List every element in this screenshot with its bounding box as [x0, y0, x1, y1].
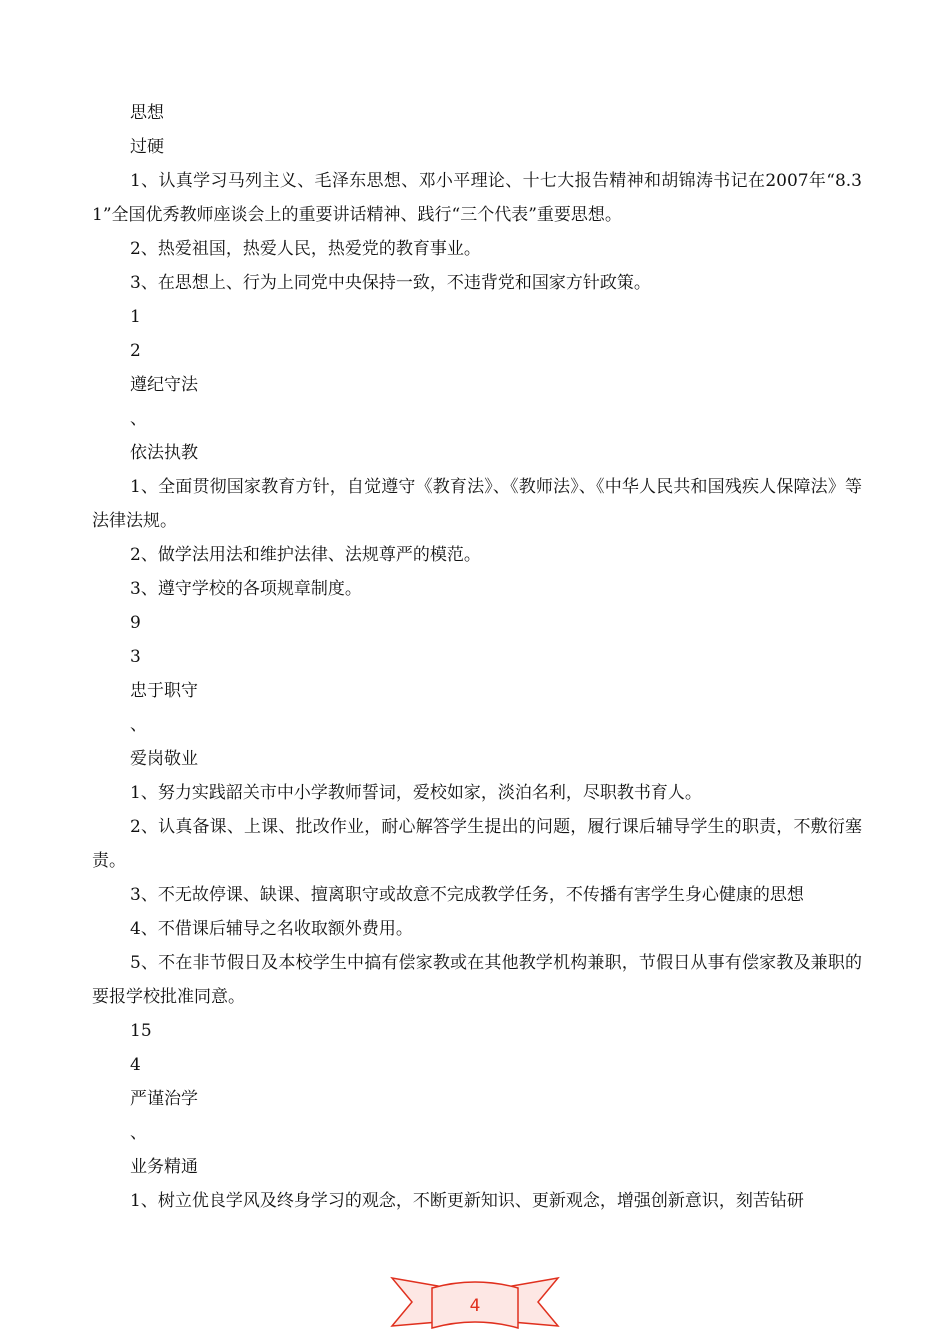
number-line: 2: [130, 341, 141, 361]
paragraph: 1、全面贯彻国家教育方针，自觉遵守《教育法》、《教师法》、《中华人民共和国残疾人保障法》等法律法规。: [92, 477, 862, 531]
paragraph: 4、不借课后辅导之名收取额外费用。: [130, 919, 413, 939]
paragraph: 3、在思想上、行为上同党中央保持一致，不违背党和国家方针政策。: [130, 273, 651, 293]
paragraph: 1、树立优良学风及终身学习的观念，不断更新知识、更新观念，增强创新意识，刻苦钻研: [130, 1191, 804, 1211]
number-line: 15: [130, 1021, 152, 1041]
heading-line: 遵纪守法: [130, 375, 198, 395]
document-body: [92, 96, 862, 1218]
paragraph: 3、遵守学校的各项规章制度。: [130, 579, 362, 599]
paragraph: 3、不无故停课、缺课、擅离职守或故意不完成教学任务，不传播有害学生身心健康的思想: [130, 885, 804, 905]
paragraph: 1、努力实践韶关市中小学教师誓词，爱校如家，淡泊名利，尽职教书育人。: [130, 783, 702, 803]
paragraph: 2、认真备课、上课、批改作业，耐心解答学生提出的问题，履行课后辅导学生的职责，不敷衍塞责。: [92, 817, 862, 871]
separator-line: 、: [130, 715, 147, 735]
page-number: 4: [469, 1296, 481, 1316]
heading-line: 爱岗敬业: [130, 749, 198, 769]
heading-line: 依法执教: [130, 443, 198, 463]
heading-line: 过硬: [130, 137, 164, 157]
number-line: 4: [130, 1055, 141, 1075]
page-number-ribbon: [390, 1272, 560, 1334]
heading-line: 思想: [130, 103, 164, 123]
paragraph: 2、热爱祖国，热爱人民，热爱党的教育事业。: [130, 239, 481, 259]
separator-line: 、: [130, 409, 147, 429]
paragraph: 5、不在非节假日及本校学生中搞有偿家教或在其他教学机构兼职，节假日从事有偿家教及兼职的要报学校批准同意。: [92, 953, 862, 1007]
number-line: 3: [130, 647, 141, 667]
paragraph: 1、认真学习马列主义、毛泽东思想、邓小平理论、十七大报告精神和胡锦涛书记在2007年“8.31”全国优秀教师座谈会上的重要讲话精神、践行“三个代表”重要思想。: [92, 171, 862, 225]
heading-line: 严谨治学: [130, 1089, 198, 1109]
heading-line: 忠于职守: [130, 681, 198, 701]
heading-line: 业务精通: [130, 1157, 198, 1177]
number-line: 1: [130, 307, 141, 327]
paragraph: 2、做学法用法和维护法律、法规尊严的模范。: [130, 545, 481, 565]
number-line: 9: [130, 613, 141, 633]
separator-line: 、: [130, 1123, 147, 1143]
